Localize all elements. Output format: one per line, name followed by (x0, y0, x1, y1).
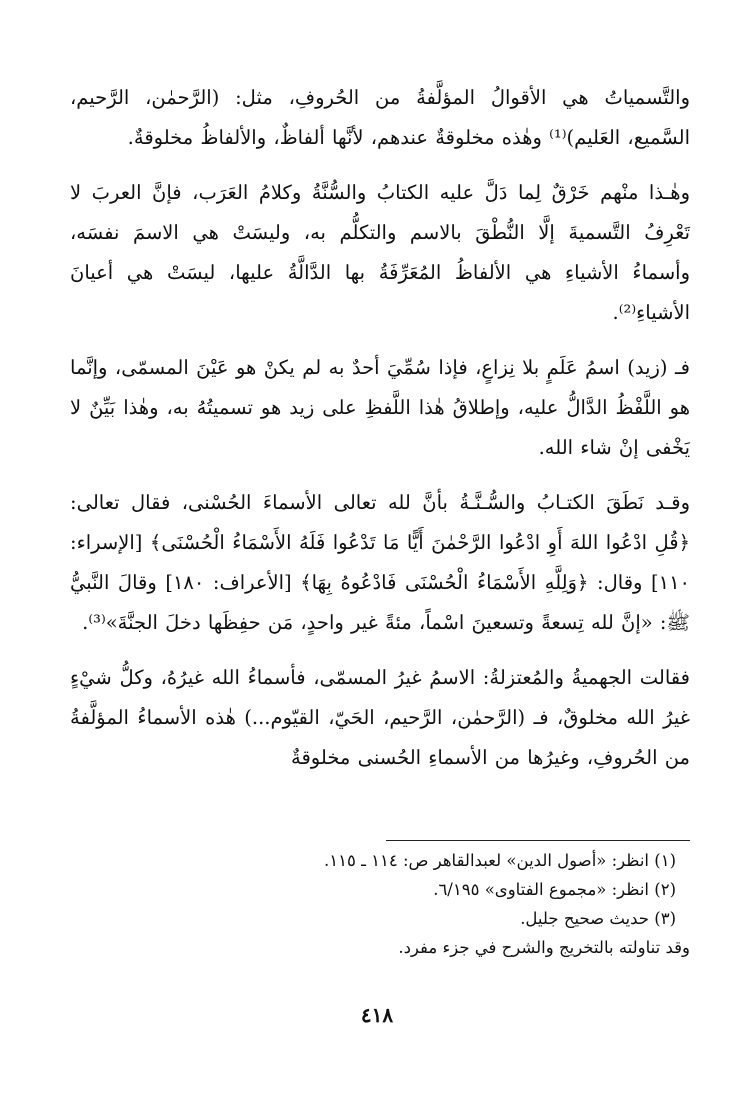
paragraph-5: فقالت الجهميةُ والمُعتزلةُ: الاسمُ غيرُ المسمّى، فأسماءُ الله غيرُهُ، وكلُّ شيْءٍ غيرُ الله مخلوقٌ، فـ (الرَّحمٰن، الرَّحيم، الحَيّ، القيّوم...) هٰذه الأسماءُ المؤلَّفةُ من الحُروفِ، وغيرُها من الأسماءِ الحُسنى مخلوقةٌ (70, 666, 690, 769)
footnote-1: (١) انظر: «أصول الدين» لعبدالقاهر ص: ١١٤ ـ ١١٥. (323, 851, 676, 870)
paragraph-1: والتَّسمياتُ هي الأقوالُ المؤلَّفةُ من الحُروفِ، مثل: (الرَّحمٰن، الرَّحيم، السَّميع، العَليم)⁽¹⁾ وهٰذه مخلوقةٌ عندهم، لأنَّها ألفاظٌ، والألفاظُ مخلوقةٌ. (70, 86, 690, 149)
main-text (70, 78, 690, 793)
paragraph-4: وقـد نَطَقَ الكتـابُ والسُّـنَّـةُ بأنَّ لله تعالى الأسماءَ الحُسْنى، فقال تعالى: ﴿قُلِ ادْعُوا اللهَ أَوِ ادْعُوا الرَّحْمٰنَ أَيًّا مَا تَدْعُوا فَلَهُ الأَسْمَاءُ الْحُسْنَى﴾ [الإسراء: ١١٠] وقال: ﴿وَلِلَّهِ الأَسْمَاءُ الْحُسْنَى فَادْعُوهُ بِهَا﴾ [الأعراف: ١٨٠] وقالَ النَّبيُّ ﷺ: «إنَّ لله تِسعةً وتسعينَ اسْماً، مئةً غير واحدٍ، مَن حفِظَها دخلَ الجنَّةَ»⁽³⁾. (70, 491, 691, 634)
paragraph-2: وهٰـذا منْهم خَرْقٌ لِما دَلَّ عليه الكتابُ والسُّنَّةُ وكلامُ العَرَب، فإنَّ العربَ لا تَعْرِفُ التَّسميةَ إلَّا النُّطْقَ بالاسم والتكلُّم به، وليسَتْ هي الاسمَ نفسَه، وأسماءُ الأشياءِ هي الألفاظُ المُعَرِّفَةُ بها الدَّالَّةُ عليها، ليسَتْ هي أعيانَ الأشياءِ⁽²⁾. (70, 181, 690, 324)
page-number: ٤١٨ (360, 1003, 394, 1027)
footnote-2: (٢) انظر: «مجموع الفتاوى» ٦/١٩٥. (433, 880, 676, 899)
footnotes (70, 846, 690, 962)
footnote-divider (386, 840, 690, 841)
paragraph-3: فـ (زيد) اسمُ عَلَمٍ بلا نِزاعٍ، فإذا سُمِّيَ أحدٌ به لم يكنْ هو عَيْنَ المسمّى، وإنَّما هو اللَّفْظُ الدَّالُّ عليه، وإطلاقُ هٰذا اللَّفظِ على زيد هو تسميتُهُ به، وهٰذا بَيِّنٌ لا يَخْفى إنْ شاء الله. (70, 356, 690, 459)
footnote-3: (٣) حديث صحيح جليل. (520, 909, 676, 928)
footnote-3-continuation: وقد تناولته بالتخريج والشرح في جزء مفرد. (398, 938, 690, 957)
